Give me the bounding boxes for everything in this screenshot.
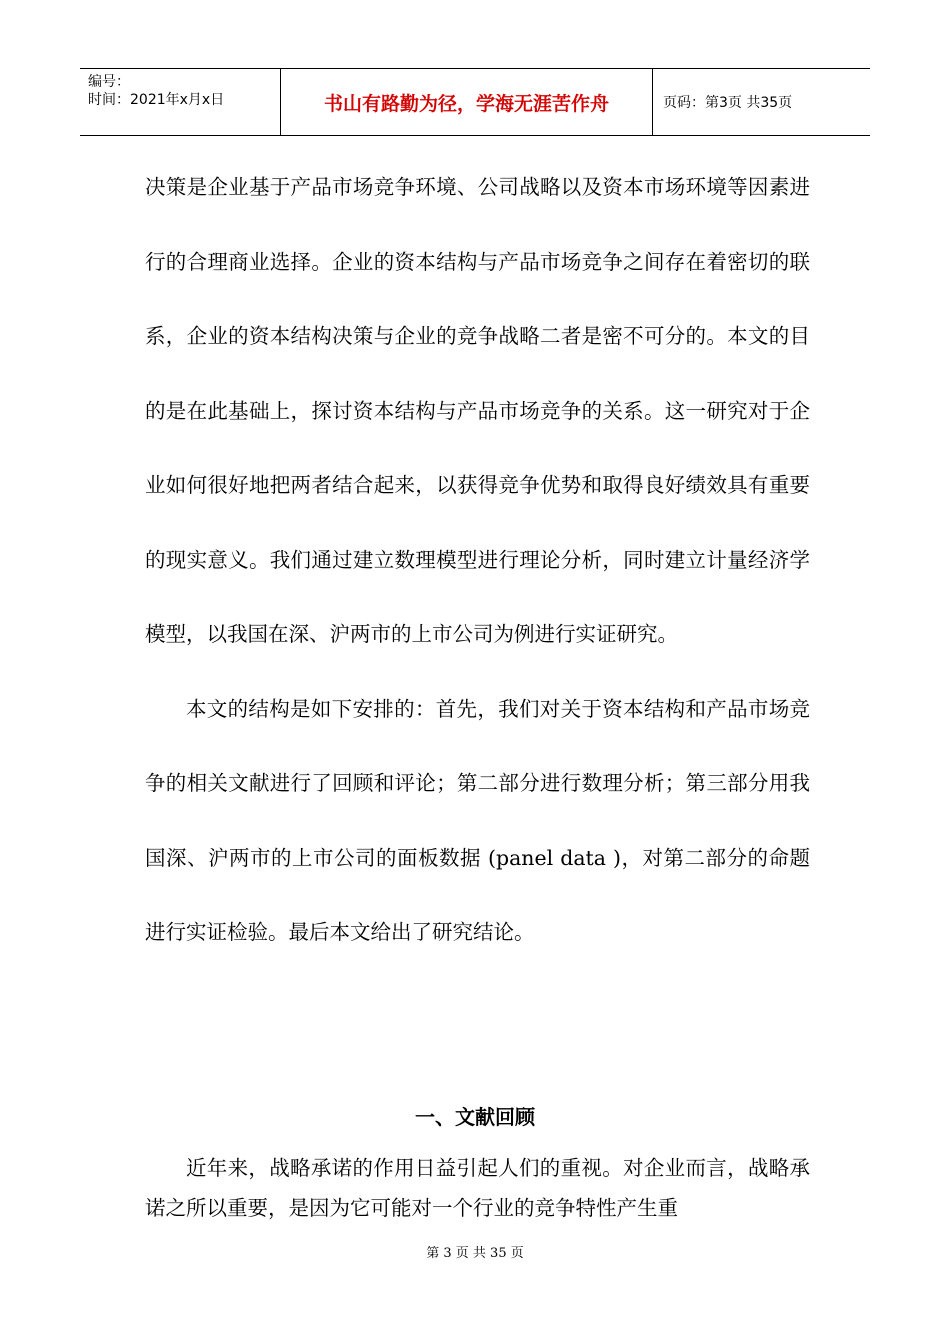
header-page-info: 页码：第3页 共35页 bbox=[663, 95, 793, 111]
document-time-label: 时间：2021年x月x日 bbox=[88, 92, 225, 108]
document-number-label: 编号： bbox=[88, 74, 130, 90]
section-heading: 一、文献回顾 bbox=[415, 1105, 535, 1129]
paragraph-2: 本文的结构是如下安排的：首先，我们对关于资本结构和产品市场竞争的相关文献进行了回顾和评论；第二部分进行数理分析；第三部分用我国深、沪两市的上市公司的面板数据 (panel data )，对第二部分的命题进行实证检验。最后本文给出了研究结论。 bbox=[145, 696, 810, 944]
page-footer: 第 3 页 共 35 页 bbox=[426, 1246, 524, 1261]
paragraph-1: 决策是企业基于产品市场竞争环境、公司战略以及资本市场环境等因素进行的合理商业选择。企业的资本结构与产品市场竞争之间存在着密切的联系，企业的资本结构决策与企业的竞争战略二者是密不可分的。本文的目的是在此基础上，探讨资本结构与产品市场竞争的关系。这一研究对于企业如何很好地把两者结合起来，以获得竞争优势和取得良好绩效具有重要的现实意义。我们通过建立数理模型进行理论分析，同时建立计量经济学模型，以我国在深、沪两市的上市公司为例进行实证研究。 bbox=[145, 175, 810, 646]
section-paragraph: 近年来，战略承诺的作用日益引起人们的重视。对企业而言，战略承诺之所以重要，是因为它可能对一个行业的竞争特性产生重 bbox=[145, 1156, 810, 1220]
document-body bbox=[145, 150, 810, 970]
header-motto: 书山有路勤为径，学海无涯苦作舟 bbox=[281, 69, 653, 135]
section-body bbox=[145, 1148, 810, 1228]
page-header bbox=[80, 68, 870, 136]
header-meta-cell bbox=[80, 69, 281, 135]
